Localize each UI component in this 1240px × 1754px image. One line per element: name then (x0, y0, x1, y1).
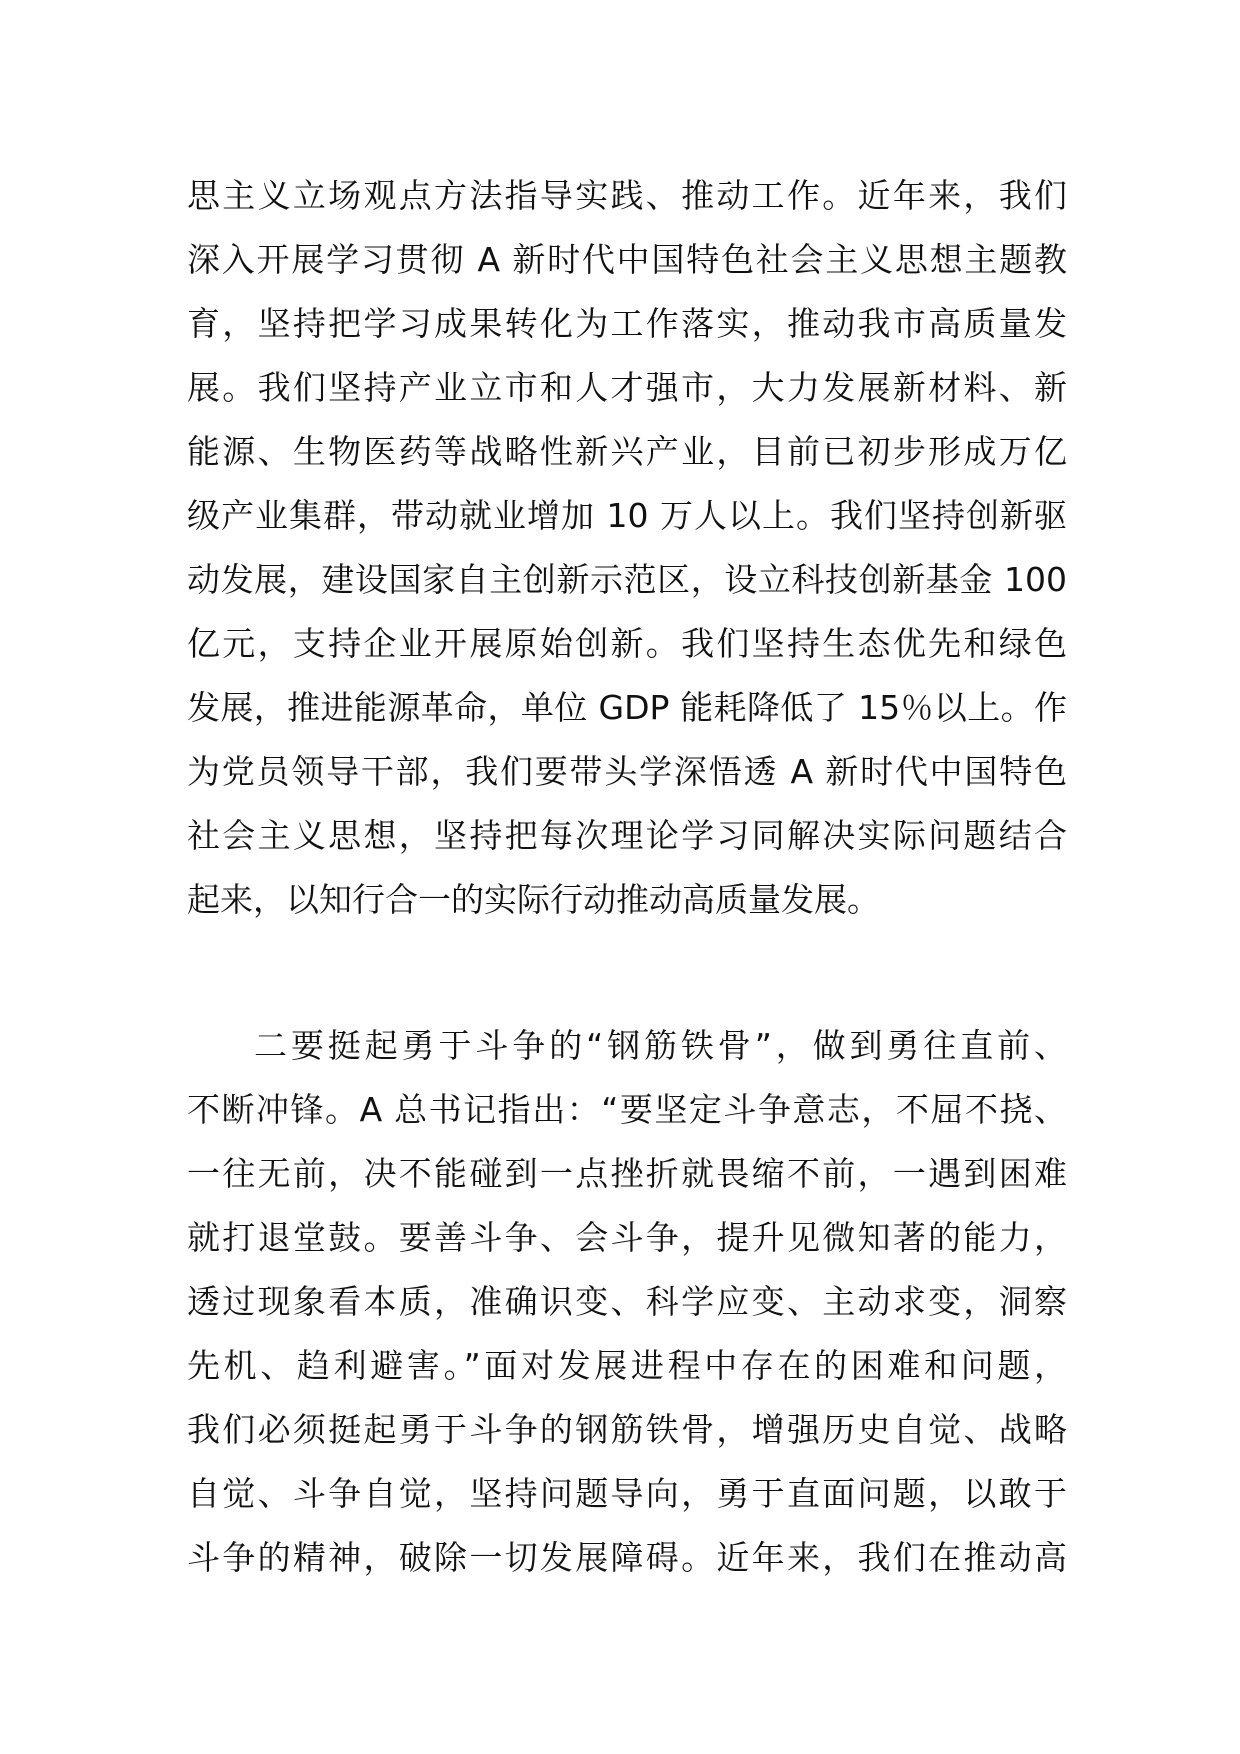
paragraph-line: 不断冲锋。A 总书记指出：“要坚定斗争意志，不屈不挠、 (187, 1090, 1067, 1129)
paragraph-line: 一往无前，决不能碰到一点挫折就畏缩不前，一遇到困难 (187, 1154, 1067, 1193)
paragraph-line: 亿元，支持企业开展原始创新。我们坚持生态优先和绿色 (187, 624, 1067, 663)
paragraph-1 (187, 164, 1067, 932)
paragraph-line: 育，坚持把学习成果转化为工作落实，推动我市高质量发 (187, 304, 1067, 343)
paragraph-line: 发展，推进能源革命，单位 GDP 能耗降低了 15％以上。作 (187, 688, 1067, 727)
paragraph-line: 就打退堂鼓。要善斗争、会斗争，提升见微知著的能力， (187, 1218, 1067, 1257)
paragraph-line: 二要挺起勇于斗争的“钢筋铁骨”，做到勇往直前、 (254, 1026, 1067, 1065)
paragraph-line: 自觉、斗争自觉，坚持问题导向，勇于直面问题，以敢于 (187, 1474, 1067, 1513)
paragraph-line: 社会主义思想，坚持把每次理论学习同解决实际问题结合 (187, 816, 1067, 855)
paragraph-line: 思主义立场观点方法指导实践、推动工作。近年来，我们 (187, 176, 1067, 215)
paragraph-line: 透过现象看本质，准确识变、科学应变、主动求变，洞察 (187, 1282, 1067, 1321)
paragraph-line: 斗争的精神，破除一切发展障碍。近年来，我们在推动高 (187, 1538, 1067, 1577)
paragraph-line: 我们必须挺起勇于斗争的钢筋铁骨，增强历史自觉、战略 (187, 1410, 1067, 1449)
paragraph-line: 深入开展学习贯彻 A 新时代中国特色社会主义思想主题教 (187, 240, 1067, 279)
paragraph-line: 级产业集群，带动就业增加 10 万人以上。我们坚持创新驱 (187, 496, 1067, 535)
paragraph-2 (187, 1014, 1067, 1590)
paragraph-line: 展。我们坚持产业立市和人才强市，大力发展新材料、新 (187, 368, 1067, 407)
paragraph-line: 动发展，建设国家自主创新示范区，设立科技创新基金 100 (187, 560, 1067, 599)
paragraph-line: 起来，以知行合一的实际行动推动高质量发展。 (187, 880, 880, 919)
paragraph-line: 为党员领导干部，我们要带头学深悟透 A 新时代中国特色 (187, 752, 1067, 791)
paragraph-line: 先机、趋利避害。”面对发展进程中存在的困难和问题， (187, 1346, 1067, 1385)
paragraph-line: 能源、生物医药等战略性新兴产业，目前已初步形成万亿 (187, 432, 1067, 471)
